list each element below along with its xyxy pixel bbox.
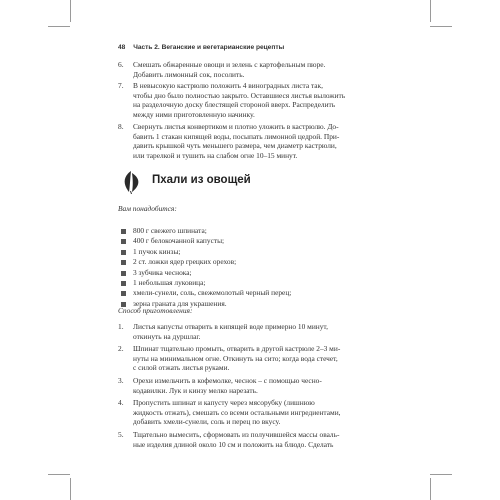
- bullet-icon: [121, 250, 126, 255]
- chapter-title: Часть 2. Веганские и вегетарианские рецепты: [133, 44, 285, 51]
- ingredient-list: [118, 226, 386, 309]
- leaf-icon: [118, 170, 144, 194]
- list-item: 1 небольшая луковица;: [118, 278, 386, 288]
- list-item: 400 г белокочанной капусты;: [118, 236, 386, 246]
- step-line: между ними приготовленную начинку.: [133, 109, 255, 119]
- method-step-5: [118, 430, 386, 449]
- step-line: на разделочную доску блестящей стороной вверх. Распределить: [133, 100, 336, 109]
- step-line: бавить 1 стакан кипящей воды, посыпать лимонной цедрой. При-: [133, 131, 340, 141]
- method-step-1: [118, 322, 386, 341]
- page-number: 48: [118, 44, 126, 51]
- step-number: 3.: [118, 376, 124, 385]
- step-line: Шпинат тщательно промыть, отварить в другой кастрюле 2–3 ми-: [133, 344, 341, 353]
- step-line: Орехи измельчить в кофемолке, чеснок – с помощью чесно-: [133, 376, 322, 385]
- crop-mark-bottom-right-h: [430, 474, 452, 475]
- step-line: Добавить лимонный сок, посолить.: [133, 69, 245, 79]
- step-6: [118, 60, 386, 79]
- step-number: 7.: [118, 81, 124, 90]
- list-item: 3 зубчика чеснока;: [118, 268, 386, 278]
- step-number: 4.: [118, 398, 124, 407]
- step-line: жидкость отжать), смешать со всеми остальными ингредиентами,: [133, 407, 341, 417]
- list-item: зерна граната для украшения.: [118, 299, 386, 309]
- step-line: Тщательно вымесить, сформовать из получившейся массы оваль-: [133, 430, 340, 439]
- step-7: [118, 81, 386, 119]
- crop-mark-bottom-left-h: [48, 474, 70, 475]
- step-line: нуты на минимальном огне. Откинуть на сито; когда вода стечет,: [133, 353, 338, 363]
- step-line: добавить хмели-сунели, соль и перец по вкусу.: [133, 417, 281, 426]
- step-number: 1.: [118, 322, 124, 331]
- crop-mark-top-right: [430, 0, 431, 22]
- step-line: с силой отжать листья руками.: [133, 363, 230, 372]
- step-8: [118, 122, 386, 160]
- step-line: Свернуть листья конвертиком и плотно уложить в кастрюлю. До-: [133, 122, 339, 131]
- step-line: В невысокую кастрюлю положить 4 виноградных листа так,: [133, 81, 323, 90]
- recipe-heading: [118, 170, 386, 192]
- step-line: Смешать обжаренные овощи и зелень с картофельным пюре.: [133, 60, 326, 69]
- bullet-icon: [121, 229, 126, 234]
- step-line: Пропустить шпинат и капусту через мясорубку (лишнюю: [133, 398, 315, 407]
- bullet-icon: [121, 271, 126, 276]
- running-head: [118, 44, 386, 51]
- method-step-4: [118, 398, 386, 427]
- step-number: 6.: [118, 60, 124, 69]
- recipe-title: Пхали из овощей: [152, 174, 251, 186]
- step-line: ные изделия длиной около 10 см и положить на блюдо. Сделать: [133, 439, 334, 449]
- list-item: 2 ст. ложки ядер грецких орехов;: [118, 257, 386, 267]
- bullet-icon: [121, 239, 126, 244]
- crop-mark-top-left-h: [48, 26, 70, 27]
- bullet-icon: [121, 281, 126, 286]
- step-number: 5.: [118, 430, 124, 439]
- crop-mark-top-right-h: [430, 26, 452, 27]
- ingredients-heading: Вам понадобится:: [118, 204, 177, 213]
- list-item: 800 г свежего шпината;: [118, 226, 386, 236]
- step-line: Листья капусты отварить в кипящей воде примерно 10 минут,: [133, 322, 328, 331]
- step-line: давить крышкой чуть меньшего размера, чем диаметр кастрюли,: [133, 141, 337, 150]
- step-line: кодавилки. Лук и кинзу мелко нарезать.: [133, 385, 258, 395]
- crop-mark-top-left: [70, 0, 71, 22]
- crop-mark-bottom-left: [70, 478, 71, 500]
- list-item: хмели-сунели, соль, свежемолотый черный перец;: [118, 288, 386, 298]
- step-number: 8.: [118, 122, 124, 131]
- bullet-icon: [121, 291, 126, 296]
- method-step-3: [118, 376, 386, 395]
- method-heading: Способ приготовления:: [118, 306, 193, 315]
- step-line: откинуть на дуршлаг.: [133, 331, 201, 341]
- method-step-2: [118, 344, 386, 373]
- bullet-icon: [121, 260, 126, 265]
- step-line: чтобы дно было полностью закрыто. Оставшиеся листья выложить: [133, 90, 346, 100]
- step-number: 2.: [118, 344, 124, 353]
- list-item: 1 пучок кинзы;: [118, 247, 386, 257]
- step-line: или тарелкой и тушить на слабом огне 10–15 минут.: [133, 150, 298, 160]
- crop-mark-bottom-right: [430, 478, 431, 500]
